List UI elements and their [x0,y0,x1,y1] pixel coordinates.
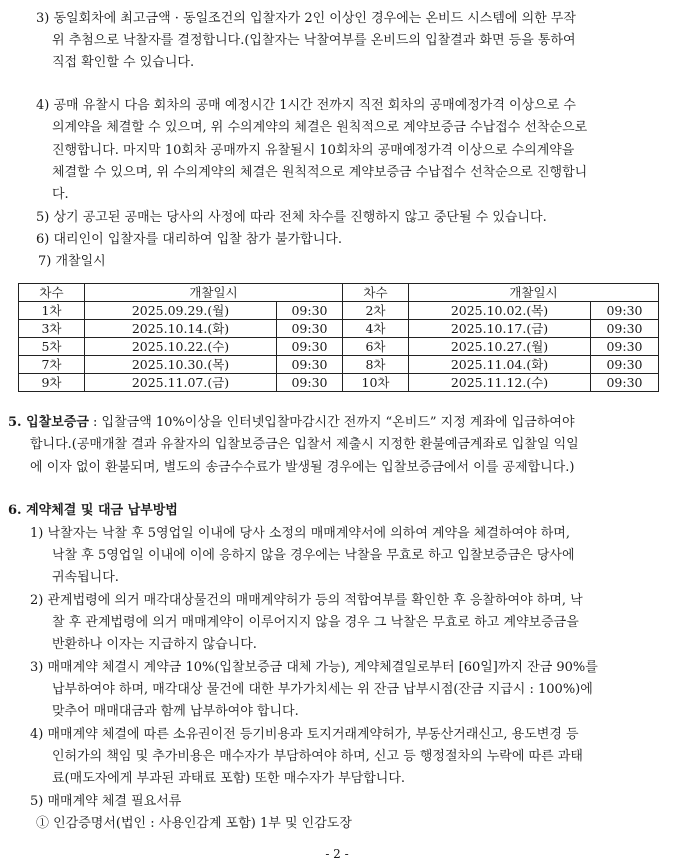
sec6-item2-line2: 찰 후 관계법령에 의거 매매계약이 이루어지지 않을 경우 그 낙찰은 무효로 하고 계약보증금을 [52,615,579,630]
date-cell: 2025.11.04.(화) [409,356,591,374]
round-cell: 9차 [19,374,85,392]
table-header-row [19,284,659,302]
sec5-line1-text: : 입찰금액 10%이상을 인터넷입찰마감시간 전까지 “온비드” 지정 계좌에 입금하여야 [88,415,575,430]
table-row [19,320,659,338]
date-cell: 2025.11.12.(수) [409,374,591,392]
date-cell: 2025.11.07.(금) [85,374,277,392]
time-cell: 09:30 [277,302,343,320]
time-cell: 09:30 [591,374,659,392]
item4-line1: 4) 공매 유찰시 다음 회차의 공매 예정시간 1시간 전까지 직전 회차의 공매예정가격 이상으로 수 [36,98,576,113]
sec6-item1-line1: 1) 낙찰자는 낙찰 후 5영업일 이내에 당사 소정의 매매계약서에 의하여 계약을 체결하여야 하며, [30,526,570,541]
time-cell: 09:30 [591,356,659,374]
header-datetime-1: 개찰일시 [85,284,343,302]
item7-text: 7) 개찰일시 [38,254,106,269]
date-cell: 2025.10.02.(목) [409,302,591,320]
date-cell: 2025.10.27.(월) [409,338,591,356]
sec6-item5-text: 5) 매매계약 체결 필요서류 [30,794,182,809]
sec6-item4-line2: 인허가의 책임 및 추가비용은 매수자가 부담하여야 하며, 신고 등 행정절차의 누락에 따른 과태 [52,749,583,764]
sec6-item1-line3: 귀속됩니다. [52,570,119,585]
sec6-item3-line2: 납부하여야 하며, 매각대상 물건에 대한 부가가치세는 위 잔금 납부시점(잔금 지급시 : 100%)에 [52,682,593,697]
page-number: - 2 - [325,847,349,861]
time-cell: 09:30 [591,320,659,338]
sec6-item4-line1: 4) 매매계약 체결에 따른 소유권이전 등기비용과 토지거래계약허가, 부동산거래신고, 용도변경 등 [30,727,579,742]
item4-line2: 의계약을 체결할 수 있으며, 위 수의계약의 체결은 원칙적으로 계약보증금 수납접수 선착순으로 [52,120,588,135]
sec6-item4-line3: 료(매도자에게 부과된 과태료 포함) 또한 매수자가 부담합니다. [52,771,406,786]
sec6-item5-sub1: ① 인감증명서(법인 : 사용인감계 포함) 1부 및 인감도장 [36,816,352,831]
opening-schedule-table [18,283,659,392]
round-cell: 2차 [343,302,409,320]
date-cell: 2025.10.17.(금) [409,320,591,338]
sec6-item3-line1: 3) 매매계약 체결시 계약금 10%(입찰보증금 대체 가능), 계약체결일로부터 [60일]까지 잔금 90%를 [30,660,598,675]
header-round-2: 차수 [343,284,409,302]
item6-text: 6) 대리인이 입찰자를 대리하여 입찰 참가 불가합니다. [36,232,342,247]
table-row [19,338,659,356]
sec6-item3-line3: 맞추어 매매대금과 함께 납부하여야 합니다. [52,704,299,719]
time-cell: 09:30 [591,338,659,356]
round-cell: 6차 [343,338,409,356]
time-cell: 09:30 [591,302,659,320]
round-cell: 3차 [19,320,85,338]
sec5-line2: 합니다.(공매개찰 결과 유찰자의 입찰보증금은 입찰서 제출시 지정한 환불예금계좌로 입찰일 익일 [30,437,579,452]
round-cell: 10차 [343,374,409,392]
sec5-line1 [8,412,575,434]
date-cell: 2025.10.14.(화) [85,320,277,338]
item5-text: 5) 상기 공고된 공매는 당사의 사정에 따라 전체 차수를 진행하지 않고 중단될 수 있습니다. [36,210,547,225]
item3-line2: 위 추첨으로 낙찰자를 결정합니다.(입찰자는 낙찰여부를 온비드의 입찰결과 화면 등을 통하여 [52,33,576,48]
item3-line3: 직접 확인할 수 있습니다. [52,55,195,70]
round-cell: 4차 [343,320,409,338]
round-cell: 8차 [343,356,409,374]
date-cell: 2025.09.29.(월) [85,302,277,320]
header-datetime-2: 개찰일시 [409,284,659,302]
sec6-item2-line3: 반환하나 이자는 지급하지 않습니다. [52,637,257,652]
date-cell: 2025.10.30.(목) [85,356,277,374]
sec6-item2-line1: 2) 관계법령에 의거 매각대상물건의 매매계약허가 등의 적합여부를 확인한 후 응찰하여야 하며, 낙 [30,593,583,608]
sec6-heading: 6. 계약체결 및 대금 납부방법 [8,503,178,518]
item3-line1: 3) 동일회차에 최고금액 · 동일조건의 입찰자가 2인 이상인 경우에는 온비드 시스템에 의한 무작 [36,11,576,26]
table-row [19,302,659,320]
time-cell: 09:30 [277,374,343,392]
table-row [19,356,659,374]
item4-line3: 진행합니다. 마지막 10회차 공매까지 유찰될시 10회차의 공매예정가격 이상으로 수의계약을 [52,143,575,158]
header-round-1: 차수 [19,284,85,302]
round-cell: 1차 [19,302,85,320]
item4-line5: 다. [52,187,69,202]
sec5-heading: 5. 입찰보증금 [8,415,89,430]
item4-line4: 체결할 수 있으며, 위 수의계약의 체결은 원칙적으로 계약보증금 수납접수 선착순으로 진행합니 [52,165,588,180]
table-row [19,374,659,392]
round-cell: 5차 [19,338,85,356]
sec6-item1-line2: 낙찰 후 5영업일 이내에 이에 응하지 않을 경우에는 낙찰을 무효로 하고 입찰보증금은 당사에 [52,548,575,563]
round-cell: 7차 [19,356,85,374]
time-cell: 09:30 [277,320,343,338]
sec5-line3: 에 이자 없이 환불되며, 별도의 송금수수료가 발생될 경우에는 입찰보증금에서 이를 공제합니다.) [30,460,575,475]
date-cell: 2025.10.22.(수) [85,338,277,356]
time-cell: 09:30 [277,356,343,374]
time-cell: 09:30 [277,338,343,356]
